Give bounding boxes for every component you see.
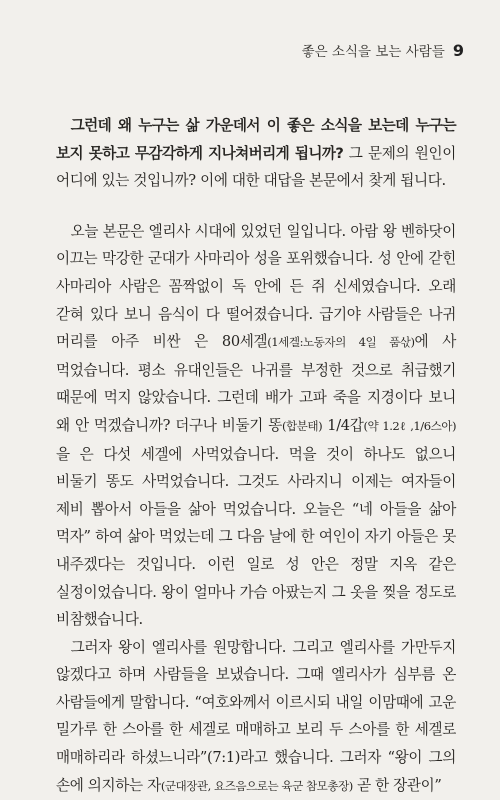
paragraph-text: 1/4갑 bbox=[322, 416, 364, 434]
body-text bbox=[56, 112, 456, 800]
paragraph-text: 에 사 먹었습니다. 평소 유대인들은 나귀를 부정한 것으로 취급했기 때문에 먹지 않았습니다. 그런데 배가 고파 죽을 지경이다 보니 왜 안 먹겠습니까? 더구나 비둘기 똥 bbox=[56, 333, 456, 434]
paragraph-text: 그러자 왕이 엘리사를 원망합니다. 그리고 엘리사를 가만두지 않겠다고 하며 사람들을 보냈습니다. 그때 엘리사가 심부름 온 사람들에게 말합니다. “여호와께서 이르시되 내일 이맘때에 고운 밀가루 한 스아를 한 세겔로 매매하고 보리 두 스아를 한 세겔로 매매하리라 하셨느니라” bbox=[56, 638, 456, 767]
paragraph-text: 을 은 다섯 세겔에 사먹었습니다. 먹을 것이 하나도 없으니 비둘기 똥도 사먹었습니다. 그것도 사라지니 이제는 여자들이 제비 뽑아서 아들을 삶아 먹었습니다. 오늘은 “네 아들을 삶아 먹자” 하여 삶아 먹었는데 그 다음 날에 한 여인이 자기 아들은 못 내주겠다는 것입니다. 이런 일로 성 안은 정말 지옥 같은 실정이었습니다. 왕이 얼마나 가슴 아팠는지 그 옷을 찢을 정도로 비참했습니다. bbox=[56, 445, 456, 629]
paragraph-text: 곧 한 장관이” bbox=[352, 776, 442, 794]
paragraph-elisha bbox=[56, 634, 456, 800]
page-number: 9 bbox=[452, 41, 464, 60]
inline-note-dove-dung: (합분태) bbox=[281, 418, 323, 433]
paragraph-text: 그 문제의 원인이 어디에 있는 것입니까? 이에 대한 대답을 본문에서 찾게 됩니다. bbox=[56, 144, 456, 190]
scripture-reference: (7:1) bbox=[207, 749, 241, 767]
paragraph-story bbox=[56, 218, 456, 634]
running-header bbox=[302, 40, 464, 60]
paragraph-intro-question bbox=[56, 112, 456, 195]
running-title: 좋은 소식을 보는 사람들 bbox=[301, 44, 445, 60]
inline-note-officer: (군대장관, 요즈음으로는 육군 참모총장) bbox=[160, 778, 353, 793]
paragraph-text: 오늘 본문은 엘리사 시대에 있었던 일입니다. 아람 왕 벤하닷이 이끄는 막강한 군대가 사마리아 성을 포위했습니다. 성 안에 갇힌 사마리아 사람은 꼼짝없이 독 안에 든 쥐 신세였습니다. 오래 갇혀 있다 보니 음식이 다 떨어졌습니다. 급기야 사람들은 나귀 머리를 아주 비싼 은 80세겔 bbox=[56, 222, 456, 351]
inline-note-measure: (약 1.2ℓ ,1/6스아) bbox=[363, 418, 456, 433]
paragraph-text: 라고 했습니다. 그러자 “왕이 그의 손에 의지하는 자 bbox=[56, 749, 456, 794]
emphasized-question: 그런데 왜 누구는 삶 가운데서 이 좋은 소식을 보는데 누구는 보지 못하고 무감각하게 지나쳐버리게 됩니까? bbox=[56, 117, 456, 162]
inline-note-shekel: (1세겔:노동자의 4일 품삯) bbox=[267, 335, 415, 350]
